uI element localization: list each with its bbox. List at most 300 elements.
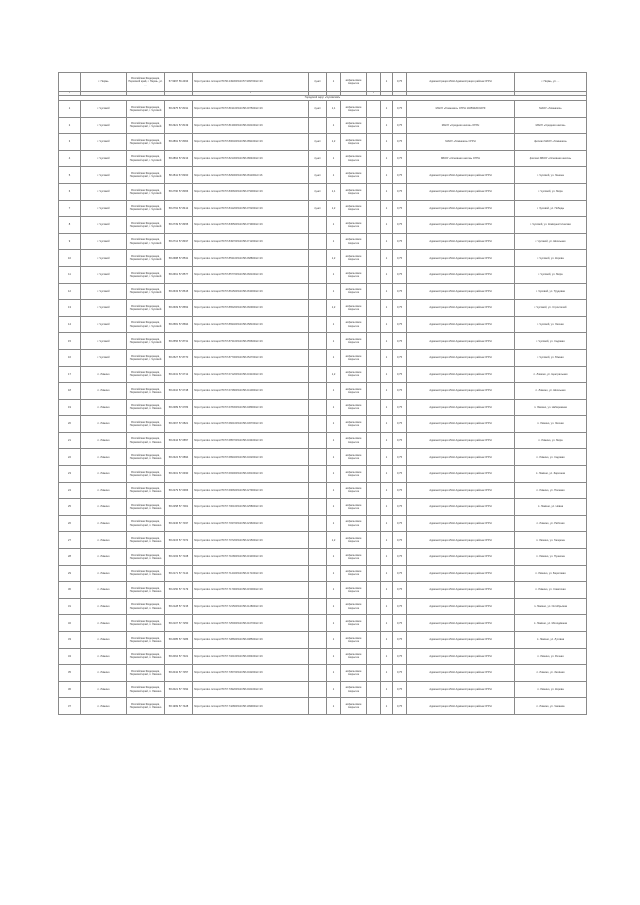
cell-surface: асфальтовое покрытие <box>341 532 367 549</box>
cell-capacity: 0,75 <box>393 73 407 92</box>
cell-coords: 57.9997 56.2493 <box>165 73 193 92</box>
cell-link[interactable]: https://yandex.ru/maps/?ll=57.739200%2C58.202100&z=16 <box>193 681 309 698</box>
cell-city: п. Лямино <box>81 466 127 483</box>
cell-num: 14 <box>59 316 81 333</box>
cell-city: г. Чусовой <box>81 200 127 217</box>
cell-empty <box>367 482 381 499</box>
cell-count: 1 <box>327 432 341 449</box>
cell-count: 1 <box>327 648 341 665</box>
cell-surface: асфальтовое покрытие <box>341 300 367 317</box>
cell-volume: 1 <box>381 117 393 134</box>
cell-type <box>309 266 327 283</box>
cell-city: п. Лямино <box>81 449 127 466</box>
cell-volume: 1 <box>381 167 393 184</box>
cell-type <box>309 532 327 549</box>
cell-surface: асфальтовое покрытие <box>341 101 367 118</box>
table-row <box>59 632 587 649</box>
cell-owner: Администрация ИНН Администрация района ОГРН <box>407 266 515 283</box>
cell-capacity: 0,75 <box>393 167 407 184</box>
cell-num: 13 <box>59 300 81 317</box>
cell-address: Российская Федерация, Пермский край, п. Лямино <box>127 432 165 449</box>
cell-owner: Администрация ИНН Администрация района ОГРН <box>407 565 515 582</box>
cell-type: пункт <box>309 73 327 92</box>
cell-link[interactable]: https://yandex.ru/maps/?ll=57.696600%2C58.227900&z=16 <box>193 482 309 499</box>
cell-link[interactable]: https://yandex.ru/maps/?ll=57.829000%2C58.281100&z=16 <box>193 167 309 184</box>
cell-volume: 1 <box>381 101 393 118</box>
cell-empty <box>367 217 381 234</box>
cell-num: 31 <box>59 598 81 615</box>
cell-empty <box>367 632 381 649</box>
cell-link[interactable]: https://yandex.ru/maps/?ll=57.732100%2C58.206400&z=16 <box>193 648 309 665</box>
cell-source: г. Чусовой, ул. Победы <box>515 200 587 217</box>
cell-capacity: 0,75 <box>393 515 407 532</box>
cell-num: 2 <box>59 117 81 134</box>
cell-link[interactable]: https://yandex.ru/maps/?ll=57.813900%2C58.292100&z=16 <box>193 117 309 134</box>
cell-capacity: 0,75 <box>393 134 407 151</box>
table-row <box>59 200 587 217</box>
cell-num: 12 <box>59 283 81 300</box>
cell-source: г. Чусовой, ул. Школьная <box>515 233 587 250</box>
cell-link[interactable]: https://yandex.ru/maps/?ll=57.678300%2C58.238900&z=16 <box>193 399 309 416</box>
cell-coords: 58.2790 57.8366 <box>165 183 193 200</box>
cell-source: п. Лямино, ул. Школьная <box>515 383 587 400</box>
cell-type: пункт <box>309 183 327 200</box>
cell-coords: 58.2193 57.7108 <box>165 549 193 566</box>
cell-capacity: 0,75 <box>393 532 407 549</box>
cell-coords: 58.1999 57.7428 <box>165 698 193 715</box>
cell-coords: 58.2258 57.7001 <box>165 499 193 516</box>
cell-owner: Администрация ИНН Администрация района ОГРН <box>407 549 515 566</box>
cell-link[interactable]: https://yandex.ru/maps/?ll=57.819100%2C58.297500&z=16 <box>193 101 309 118</box>
cell-count: 1 <box>327 681 341 698</box>
cell-capacity: 0,75 <box>393 466 407 483</box>
cell-address: Российская Федерация, Пермский край, п. Лямино <box>127 632 165 649</box>
cell-empty <box>367 73 381 92</box>
cell-surface: асфальтовое покрытие <box>341 200 367 217</box>
cell-num: 10 <box>59 250 81 267</box>
cell-type <box>309 698 327 715</box>
cell-link[interactable]: https://yandex.ru/maps/?ll=57.821300%2C58.286400&z=16 <box>193 150 309 167</box>
cell-link[interactable]: https://yandex.ru/maps/?ll=57.857700%2C58.266100&z=16 <box>193 266 309 283</box>
cell-empty <box>367 233 381 250</box>
cell-city: п. Лямино <box>81 665 127 682</box>
cell-coords: 58.2301 57.6930 <box>165 466 193 483</box>
cell-surface: асфальтовое покрытие <box>341 366 367 383</box>
cell-capacity: 0,75 <box>393 549 407 566</box>
cell-count: 1 <box>327 515 341 532</box>
cell-num: 27 <box>59 532 81 549</box>
cell-volume: 1 <box>381 449 393 466</box>
cell-empty <box>367 183 381 200</box>
cell-num: 32 <box>59 615 81 632</box>
table-row <box>59 250 587 267</box>
cell-link[interactable]: https://yandex.ru/maps/?ll=57.710800%2C58.219300&z=16 <box>193 549 309 566</box>
cell-type <box>309 117 327 134</box>
cell-capacity: 0,75 <box>393 101 407 118</box>
cell-address: Российская Федерация, Пермский край, г. Чусовой <box>127 217 165 234</box>
cell-type <box>309 300 327 317</box>
cell-surface: асфальтовое покрытие <box>341 333 367 350</box>
cell-source: г. Чусовой, ул. Строителей <box>515 300 587 317</box>
cell-surface: асфальтовое покрытие <box>341 117 367 134</box>
cell-link[interactable]: https://yandex.ru/maps/?ll=57.728600%2C58.208500&z=16 <box>193 632 309 649</box>
cell-surface: асфальтовое покрытие <box>341 283 367 300</box>
cell-type <box>309 665 327 682</box>
table-row <box>59 698 587 715</box>
cell-address: Российская Федерация, Пермский край, г. Чусовой <box>127 250 165 267</box>
cell-address: Российская Федерация, Пермский край, п. Лямино <box>127 598 165 615</box>
cell-num <box>59 73 81 92</box>
cell-source: п. Лямино, ул. Молодёжная <box>515 615 587 632</box>
cell-source: п. Лямино, ул. Заречная <box>515 466 587 483</box>
cell-link[interactable]: https://yandex.ru/maps/?ll=56.249300%2C57.999700&z=16 <box>193 73 309 92</box>
table-row <box>59 565 587 582</box>
cell-source: МАОУ «Гимназия» <box>515 101 587 118</box>
cell-empty <box>367 167 381 184</box>
cell-num: 34 <box>59 648 81 665</box>
cell-link[interactable]: https://yandex.ru/maps/?ll=57.806400%2C58.289100&z=16 <box>193 134 309 151</box>
cell-volume: 1 <box>381 150 393 167</box>
cell-count: 1,2 <box>327 134 341 151</box>
cell-city: п. Лямино <box>81 681 127 698</box>
cell-empty <box>367 399 381 416</box>
cell-num: 20 <box>59 416 81 433</box>
cell-link[interactable]: https://yandex.ru/maps/?ll=57.707200%2C58.221500&z=16 <box>193 532 309 549</box>
cell-owner: Администрация ИНН Администрация района ОГРН <box>407 167 515 184</box>
cell-surface: асфальтовое покрытие <box>341 316 367 333</box>
cell-type: пункт <box>309 167 327 184</box>
cell-volume: 1 <box>381 200 393 217</box>
cell-coords: 58.2921 57.8139 <box>165 117 193 134</box>
cell-surface: асфальтовое покрытие <box>341 73 367 92</box>
cell-count: 1 <box>327 283 341 300</box>
cell-link[interactable]: https://yandex.ru/maps/?ll=57.865200%2C58.260900&z=16 <box>193 300 309 317</box>
cell-capacity: 0,75 <box>393 565 407 582</box>
cell-link[interactable]: https://yandex.ru/maps/?ll=57.721500%2C58.212800&z=16 <box>193 598 309 615</box>
cell-address: Российская Федерация, Пермский край, г. Чусовой <box>127 333 165 350</box>
cell-coords: 58.2021 57.7392 <box>165 681 193 698</box>
cell-count: 1,1 <box>327 101 341 118</box>
cell-empty <box>367 515 381 532</box>
cell-address: Российская Федерация, Пермский край, п. Лямино <box>127 482 165 499</box>
cell-source: п. Лямино, ул. Лесная <box>515 416 587 433</box>
cell-link[interactable]: https://yandex.ru/maps/?ll=57.689400%2C58.232200&z=16 <box>193 449 309 466</box>
cell-surface: асфальтовое покрытие <box>341 632 367 649</box>
cell-num: 16 <box>59 349 81 366</box>
cell-capacity: 0,75 <box>393 349 407 366</box>
cell-type <box>309 515 327 532</box>
cell-city: г. Чусовой <box>81 300 127 317</box>
cell-empty <box>367 266 381 283</box>
cell-surface: асфальтовое покрытие <box>341 183 367 200</box>
cell-address: Российская Федерация, Пермский край, г. Чусовой <box>127 349 165 366</box>
cell-link[interactable]: https://yandex.ru/maps/?ll=57.873100%2C58.255600&z=16 <box>193 333 309 350</box>
cell-num: 23 <box>59 466 81 483</box>
cell-type <box>309 615 327 632</box>
cell-volume: 1 <box>381 366 393 383</box>
cell-source: г. Чусовой, ул. Южная <box>515 349 587 366</box>
cell-city: п. Лямино <box>81 615 127 632</box>
cell-count: 1,2 <box>327 366 341 383</box>
cell-type: пункт <box>309 101 327 118</box>
cell-link[interactable]: https://yandex.ru/maps/?ll=57.869400%2C58.258100&z=16 <box>193 316 309 333</box>
cell-num: 35 <box>59 665 81 682</box>
cell-city: п. Лямино <box>81 549 127 566</box>
cell-owner: Администрация ИНН Администрация района ОГРН <box>407 532 515 549</box>
cell-type <box>309 250 327 267</box>
cell-owner: Администрация ИНН Администрация района ОГРН <box>407 183 515 200</box>
cell-count: 1 <box>327 466 341 483</box>
cell-coords: 58.2431 57.6712 <box>165 366 193 383</box>
cell-capacity: 0,75 <box>393 416 407 433</box>
table-row <box>59 349 587 366</box>
cell-volume: 1 <box>381 283 393 300</box>
cell-link[interactable]: https://yandex.ru/maps/?ll=57.836600%2C58.279000&z=16 <box>193 183 309 200</box>
cell-link[interactable]: https://yandex.ru/maps/?ll=57.742800%2C58.199900&z=16 <box>193 698 309 715</box>
cell-coords: 58.2064 57.7321 <box>165 648 193 665</box>
cell-volume: 1 <box>381 266 393 283</box>
cell-volume: 1 <box>381 73 393 92</box>
cell-type <box>309 383 327 400</box>
spacer-mid: 1 <box>193 92 309 96</box>
cell-address: Российская Федерация, Пермский край, п. Лямино <box>127 615 165 632</box>
cell-link[interactable]: https://yandex.ru/maps/?ll=57.685700%2C58.234400&z=16 <box>193 432 309 449</box>
table-row <box>59 648 587 665</box>
cell-owner: Администрация ИНН Администрация района ОГРН <box>407 399 515 416</box>
cell-volume: 1 <box>381 665 393 682</box>
cell-count: 1 <box>327 333 341 350</box>
cell-type: пункт <box>309 200 327 217</box>
cell-city: г. Чусовой <box>81 134 127 151</box>
cell-coords: 58.2811 57.8290 <box>165 167 193 184</box>
cell-source: г. Чусовой, ул. Садовая <box>515 333 587 350</box>
cell-link[interactable]: https://yandex.ru/maps/?ll=57.693000%2C58.230100&z=16 <box>193 466 309 483</box>
cell-num: 5 <box>59 167 81 184</box>
cell-city: г. Чусовой <box>81 283 127 300</box>
table-row <box>59 515 587 532</box>
cell-coords: 58.2410 57.6748 <box>165 383 193 400</box>
table-row <box>59 416 587 433</box>
cell-link[interactable]: https://yandex.ru/maps/?ll=57.674800%2C58.241000&z=16 <box>193 383 309 400</box>
cell-address: Российская Федерация, Пермский край, г. Чусовой <box>127 167 165 184</box>
cell-volume: 1 <box>381 582 393 599</box>
cell-coords: 58.2891 57.8064 <box>165 134 193 151</box>
cell-num: 19 <box>59 399 81 416</box>
cell-volume: 1 <box>381 333 393 350</box>
cell-city: п. Лямино <box>81 582 127 599</box>
cell-address: Российская Федерация, Пермский край, п. Лямино <box>127 698 165 715</box>
cell-count: 1,1 <box>327 183 341 200</box>
cell-link[interactable]: https://yandex.ru/maps/?ll=57.703700%2C58.223600&z=16 <box>193 515 309 532</box>
cell-volume: 1 <box>381 632 393 649</box>
cell-source: г. Чусовой, ул. Мира <box>515 266 587 283</box>
cell-count: 1 <box>327 416 341 433</box>
cell-link[interactable]: https://yandex.ru/maps/?ll=57.853100%2C58.268800&z=16 <box>193 250 309 267</box>
cell-capacity: 0,75 <box>393 250 407 267</box>
cell-type <box>309 648 327 665</box>
cell-capacity: 0,75 <box>393 300 407 317</box>
table-row <box>59 316 587 333</box>
cell-link[interactable]: https://yandex.ru/maps/?ll=57.845500%2C58.273900&z=16 <box>193 217 309 234</box>
cell-volume: 1 <box>381 300 393 317</box>
cell-surface: асфальтовое покрытие <box>341 615 367 632</box>
cell-coords: 58.2322 57.6894 <box>165 449 193 466</box>
cell-link[interactable]: https://yandex.ru/maps/?ll=57.700100%2C58.225800&z=16 <box>193 499 309 516</box>
cell-link[interactable]: https://yandex.ru/maps/?ll=57.682100%2C58.236700&z=16 <box>193 416 309 433</box>
cell-owner: Администрация ИНН Администрация района ОГРН <box>407 73 515 92</box>
cell-capacity: 0,75 <box>393 449 407 466</box>
cell-owner: Администрация ИНН Администрация района ОГРН <box>407 217 515 234</box>
cell-num: 29 <box>59 565 81 582</box>
cell-surface: асфальтовое покрытие <box>341 399 367 416</box>
cell-link[interactable]: https://yandex.ru/maps/?ll=57.861500%2C58.263300&z=16 <box>193 283 309 300</box>
cell-num: 24 <box>59 482 81 499</box>
cell-capacity: 0,75 <box>393 499 407 516</box>
cell-city: г. Чусовой <box>81 333 127 350</box>
cell-type <box>309 416 327 433</box>
cell-link[interactable]: https://yandex.ru/maps/?ll=57.725000%2C58.210700&z=16 <box>193 615 309 632</box>
cell-type <box>309 399 327 416</box>
cell-volume: 1 <box>381 183 393 200</box>
cell-volume: 1 <box>381 482 393 499</box>
cell-num: 4 <box>59 150 81 167</box>
cell-type <box>309 482 327 499</box>
cell-address: Российская Федерация, Пермский край, г. Чусовой <box>127 134 165 151</box>
cell-coords: 58.2150 57.7179 <box>165 582 193 599</box>
cell-owner: Администрация ИНН Администрация района ОГРН <box>407 681 515 698</box>
cell-owner: Администрация ИНН Администрация района ОГРН <box>407 316 515 333</box>
cell-type <box>309 598 327 615</box>
cell-city: п. Лямино <box>81 482 127 499</box>
cell-volume: 1 <box>381 681 393 698</box>
cell-volume: 1 <box>381 416 393 433</box>
cell-city: г. Чусовой <box>81 266 127 283</box>
cell-city: п. Лямино <box>81 515 127 532</box>
cell-city: п. Лямино <box>81 499 127 516</box>
cell-source: г. Пермь, ул. ... <box>515 73 587 92</box>
cell-volume: 1 <box>381 250 393 267</box>
cell-type: пункт <box>309 134 327 151</box>
cell-owner: Администрация ИНН Администрация района ОГРН <box>407 582 515 599</box>
cell-coords: 58.2633 57.8615 <box>165 283 193 300</box>
cell-address: Российская Федерация, Пермский край, п. Лямино <box>127 665 165 682</box>
cell-count: 1 <box>327 665 341 682</box>
cell-source: г. Чусовой, ул. Трудовая <box>515 283 587 300</box>
cell-num: 21 <box>59 432 81 449</box>
cell-empty <box>367 333 381 350</box>
cell-link[interactable]: https://yandex.ru/maps/?ll=57.671200%2C58.243100&z=16 <box>193 366 309 383</box>
cell-empty <box>367 300 381 317</box>
table-row <box>59 233 587 250</box>
cell-num: 26 <box>59 515 81 532</box>
cell-coords: 58.2107 57.7250 <box>165 615 193 632</box>
cell-empty <box>367 349 381 366</box>
cell-surface: асфальтовое покрытие <box>341 598 367 615</box>
cell-type <box>309 366 327 383</box>
cell-owner: Администрация ИНН Администрация района ОГРН <box>407 648 515 665</box>
table-row <box>59 449 587 466</box>
cell-coords: 58.2389 57.6783 <box>165 399 193 416</box>
cell-capacity: 0,75 <box>393 665 407 682</box>
cell-source: п. Лямино, ул. Чапаева <box>515 698 587 715</box>
cell-address: Российская Федерация, Пермский край, г. Чусовой <box>127 150 165 167</box>
cell-source: п. Лямино, ул. Зелёная <box>515 665 587 682</box>
cell-coords: 58.2556 57.8731 <box>165 333 193 350</box>
cell-source: п. Лямино, ул. Советская <box>515 582 587 599</box>
cell-type <box>309 233 327 250</box>
cell-empty <box>367 615 381 632</box>
cell-empty <box>367 117 381 134</box>
cell-empty <box>367 466 381 483</box>
cell-count: 1 <box>327 73 341 92</box>
cell-capacity: 0,75 <box>393 632 407 649</box>
cell-city: г. Чусовой <box>81 233 127 250</box>
cell-source: филиал МАОУ «Гимназия» <box>515 134 587 151</box>
cell-coords: 58.2661 57.8577 <box>165 266 193 283</box>
table-row <box>59 150 587 167</box>
cell-coords: 58.2085 57.7286 <box>165 632 193 649</box>
cell-link[interactable]: https://yandex.ru/maps/?ll=57.717900%2C58.215000&z=16 <box>193 582 309 599</box>
cell-num: 25 <box>59 499 81 516</box>
cell-city: г. Чусовой <box>81 150 127 167</box>
cell-owner: Администрация ИНН Администрация района ОГРН <box>407 300 515 317</box>
cell-link[interactable]: https://yandex.ru/maps/?ll=57.735700%2C58.204200&z=16 <box>193 665 309 682</box>
cell-source: п. Лямино, ул. Луговая <box>515 632 587 649</box>
cell-link[interactable]: https://yandex.ru/maps/?ll=57.849700%2C58.271200&z=16 <box>193 233 309 250</box>
cell-surface: асфальтовое покрытие <box>341 167 367 184</box>
cell-capacity: 0,75 <box>393 582 407 599</box>
cell-capacity: 0,75 <box>393 366 407 383</box>
cell-address: Российская Федерация, Пермский край, п. Лямино <box>127 383 165 400</box>
cell-coords: 58.2236 57.7037 <box>165 515 193 532</box>
cell-owner: МБОУ «Основная школа» ОГРН <box>407 150 515 167</box>
cell-city: п. Лямино <box>81 648 127 665</box>
cell-owner: Администрация ИНН Администрация района ОГРН <box>407 598 515 615</box>
cell-source: п. Лямино, ул. Кирова <box>515 681 587 698</box>
cell-empty <box>367 565 381 582</box>
cell-volume: 1 <box>381 698 393 715</box>
cell-link[interactable]: https://yandex.ru/maps/?ll=57.877000%2C58.252700&z=16 <box>193 349 309 366</box>
cell-city: п. Лямино <box>81 598 127 615</box>
cell-count: 1 <box>327 167 341 184</box>
cell-address: Российская Федерация, Пермский край, г. Пермь, ул. ... <box>127 73 165 92</box>
table-row <box>59 598 587 615</box>
cell-owner: Администрация ИНН Администрация района ОГРН <box>407 416 515 433</box>
cell-link[interactable]: https://yandex.ru/maps/?ll=57.841200%2C58.276200&z=16 <box>193 200 309 217</box>
cell-volume: 1 <box>381 598 393 615</box>
cell-coords: 58.2581 57.8694 <box>165 316 193 333</box>
cell-city: г. Чусовой <box>81 316 127 333</box>
cell-count: 1 <box>327 565 341 582</box>
cell-owner: Администрация ИНН Администрация района ОГРН <box>407 250 515 267</box>
cell-coords: 58.2688 57.8531 <box>165 250 193 267</box>
cell-surface: асфальтовое покрытие <box>341 499 367 516</box>
cell-coords: 58.2279 57.6966 <box>165 482 193 499</box>
cell-city: г. Чусовой <box>81 217 127 234</box>
cell-link[interactable]: https://yandex.ru/maps/?ll=57.714400%2C58.217100&z=16 <box>193 565 309 582</box>
cell-owner: Администрация ИНН Администрация района ОГРН <box>407 432 515 449</box>
cell-count: 1,2 <box>327 532 341 549</box>
cell-empty <box>367 416 381 433</box>
cell-type: пункт <box>309 150 327 167</box>
cell-count: 1 <box>327 117 341 134</box>
table-row <box>59 549 587 566</box>
cell-surface: асфальтовое покрытие <box>341 134 367 151</box>
cell-count: 1 <box>327 482 341 499</box>
cell-type <box>309 632 327 649</box>
cell-city: п. Лямино <box>81 632 127 649</box>
cell-address: Российская Федерация, Пермский край, г. Чусовой <box>127 183 165 200</box>
